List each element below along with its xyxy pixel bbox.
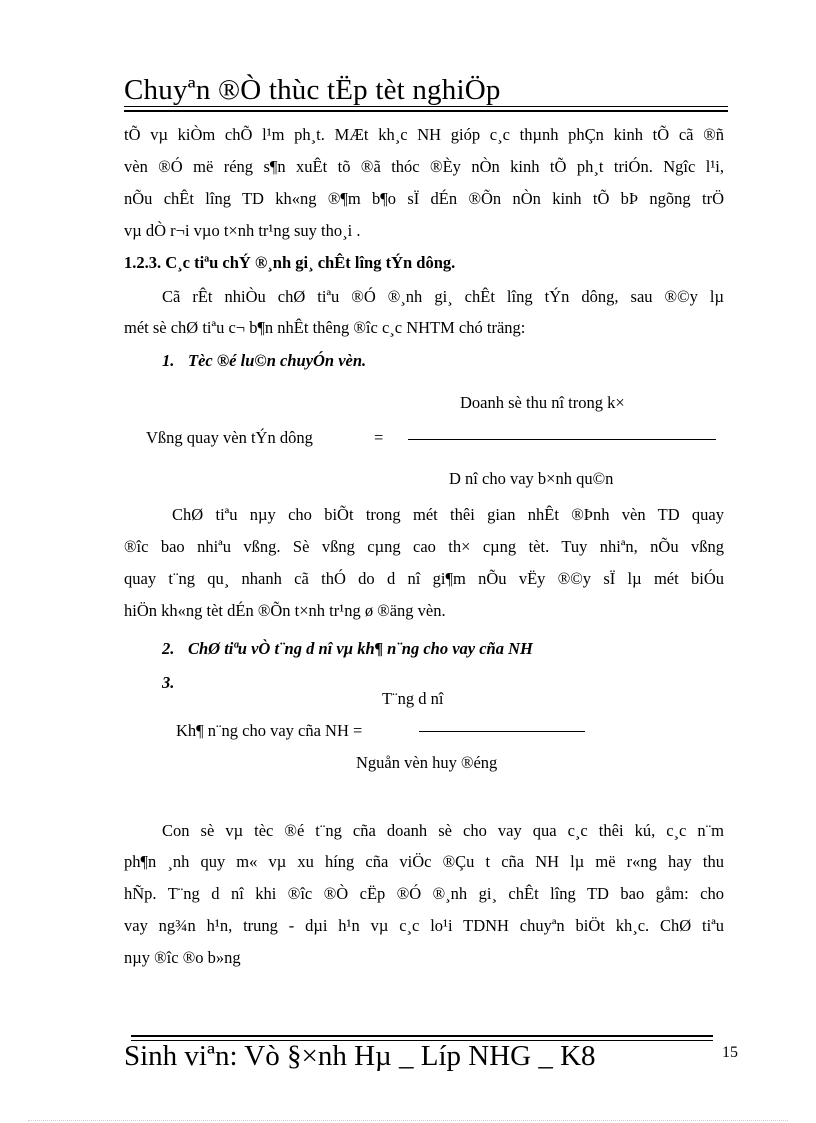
formula-2-lhs: Kh¶ n¨ng cho vay cña NH = <box>176 721 363 740</box>
header-rule-bottom <box>124 110 728 112</box>
paragraph-2-line-1: Cã rÊt nhiÒu chØ tiªu ®Ó ®¸nh gi¸ chÊt lîng tÝn dông, sau ®©y lµ <box>162 287 724 306</box>
page-footer-author: Sinh viªn: Vò §×nh Hµ _ Líp NHG _ K8 <box>124 1040 596 1072</box>
paragraph-1-line-3: nÕu chÊt lîng TD kh«ng ®¶m b¶o sÏ dÉn ®Õn nÒn kinh tÕ bÞ ngõng trÖ <box>124 189 724 208</box>
list-item-3 <box>162 672 188 694</box>
page-header-title: Chuyªn ®Ò thùc tËp tèt nghiÖp <box>124 74 501 106</box>
paragraph-4-line-5: nµy ®îc ®o b»ng <box>124 948 241 967</box>
formula-1-fraction-bar <box>408 439 716 440</box>
formula-2-fraction-bar <box>419 731 585 732</box>
list-item-2-number: 2. <box>162 639 175 658</box>
paragraph-4-line-3: hÑp. T¨ng d nî khi ®îc ®Ò cËp ®Ó ®¸nh gi¸ chÊt lîng TD bao gåm: cho <box>124 884 724 903</box>
paragraph-3-line-1: ChØ tiªu nµy cho biÕt trong mét thêi gian nhÊt ®Þnh vèn TD quay <box>172 505 724 524</box>
formula-1-numerator: Doanh sè thu nî trong k× <box>460 393 625 412</box>
paragraph-4-line-1: Con sè vµ tèc ®é t¨ng cña doanh sè cho vay qua c¸c thêi kú, c¸c n¨m <box>162 821 724 840</box>
paragraph-1-line-1: tÕ vµ kiÒm chÕ l¹m ph¸t. MÆt kh¸c NH gióp c¸c thµnh phÇn kinh tÕ cã ®ñ <box>124 125 724 144</box>
formula-2-numerator: T¨ng d nî <box>382 689 444 708</box>
list-item-2 <box>162 638 533 660</box>
list-item-2-text: ChØ tiªu vÒ t¨ng d nî vµ kh¶ n¨ng cho vay cña NH <box>188 639 533 658</box>
list-item-1 <box>162 350 366 372</box>
header-rule-top <box>124 106 728 107</box>
paragraph-3-line-2: ®îc bao nhiªu vßng. Sè vßng cµng cao th× cµng tèt. Tuy nhiªn, nÕu vßng <box>124 537 724 556</box>
paragraph-3-line-3: quay t¨ng qu¸ nhanh cã thÓ do d nî gi¶m nÕu vËy ®©y sÏ lµ mét biÓu <box>124 569 724 588</box>
paragraph-1-line-2: vèn ®Ó më réng s¶n xuÊt tõ ®ã thóc ®Èy nÒn kinh tÕ ph¸t triÓn. Ngîc l¹i, <box>124 157 724 176</box>
page-number: 15 <box>722 1044 738 1061</box>
formula-1-equals: = <box>374 428 384 447</box>
list-item-1-text: Tèc ®é lu©n chuyÓn vèn. <box>188 351 367 370</box>
paragraph-4-line-2: ph¶n ¸nh quy m« vµ xu híng cña viÖc ®Çu t cña NH lµ më r«ng hay thu <box>124 852 724 871</box>
list-item-1-number: 1. <box>162 351 175 370</box>
paragraph-4-line-4: vay ng¾n h¹n, trung - dµi h¹n vµ c¸c lo¹i TDNH chuyªn biÖt kh¸c. ChØ tiªu <box>124 916 724 935</box>
paragraph-1-line-4: vµ dÒ r¬i vµo t×nh tr¹ng suy tho¸i . <box>124 221 361 240</box>
footer-rule-top <box>131 1035 713 1037</box>
paragraph-2-line-2: mét sè chØ tiªu c¬ b¶n nhÊt thêng ®îc c¸c NHTM chó träng: <box>124 318 526 337</box>
page-edge-divider <box>28 1120 788 1121</box>
formula-1-lhs: Vßng quay vèn tÝn dông <box>146 428 313 447</box>
section-heading: 1.2.3. C¸c tiªu chÝ ®¸nh gi¸ chÊt lîng tÝn dông. <box>124 253 456 272</box>
paragraph-3-line-4: hiÖn kh«ng tèt dÉn ®Õn t×nh tr¹ng ø ®äng vèn. <box>124 601 446 620</box>
list-item-3-number: 3. <box>162 673 175 692</box>
formula-1-denominator: D nî cho vay b×nh qu©n <box>449 469 614 488</box>
formula-2-denominator: Nguån vèn huy ®éng <box>356 753 498 772</box>
